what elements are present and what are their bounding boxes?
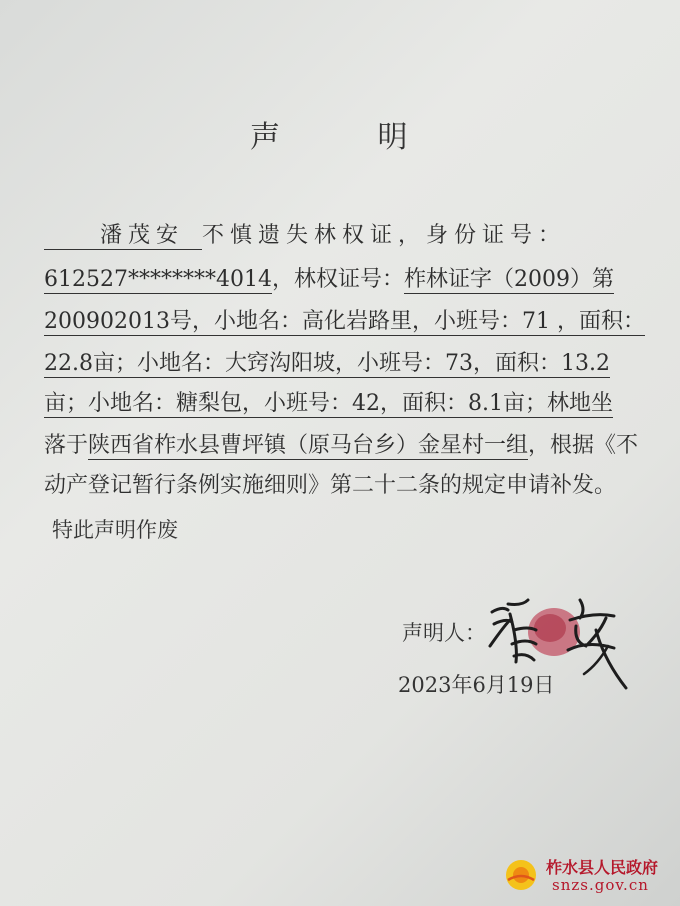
certificate-number-line: 200902013号，小地名：高化岩路里，小班号：71 ，面积：	[44, 309, 645, 334]
body-line-7	[44, 468, 616, 499]
body-line-2	[44, 262, 614, 293]
body-line-1-text: 不慎遗失林权证，身份证号：	[202, 223, 567, 248]
body-line-6-post: ，根据《不	[528, 433, 639, 458]
signer-label: 声明人：	[402, 621, 486, 645]
body-line-6	[44, 428, 638, 459]
body-line-1	[44, 218, 566, 250]
body-line-7-text: 动产登记暂行条例实施细则》第二十二条的规定申请补发。	[44, 473, 617, 498]
body-line-4-text: 22.8亩；小地名：大窍沟阳坡，小班号：73，面积：13.2	[44, 351, 610, 376]
document-title: 声 明	[250, 120, 452, 155]
closing-statement: 特此声明作废	[52, 518, 178, 542]
watermark-url: snzs.gov.cn	[552, 876, 649, 894]
id-number: 612527********4014	[44, 267, 272, 292]
body-line-5-text: 亩；小地名：糖梨包，小班号：42，面积：8.1亩；林地坐	[44, 391, 613, 416]
sun-logo-icon	[504, 858, 538, 892]
watermark-name: 柞水县人民政府	[546, 858, 659, 877]
declarant-name: 潘茂安	[44, 218, 202, 250]
body-line-4	[44, 346, 610, 377]
forest-location: 陕西省柞水县曹坪镇（原马台乡）金星村一组	[88, 433, 529, 458]
body-line-3	[44, 304, 645, 335]
body-line-6-pre: 落于	[44, 433, 89, 458]
body-line-5	[44, 386, 613, 417]
certificate-prefix: 柞林证字（2009）第	[404, 267, 614, 292]
declaration-date: 2023年6月19日	[398, 673, 555, 697]
government-watermark	[500, 852, 676, 900]
body-line-2-text: ，林权证号：	[271, 267, 404, 292]
